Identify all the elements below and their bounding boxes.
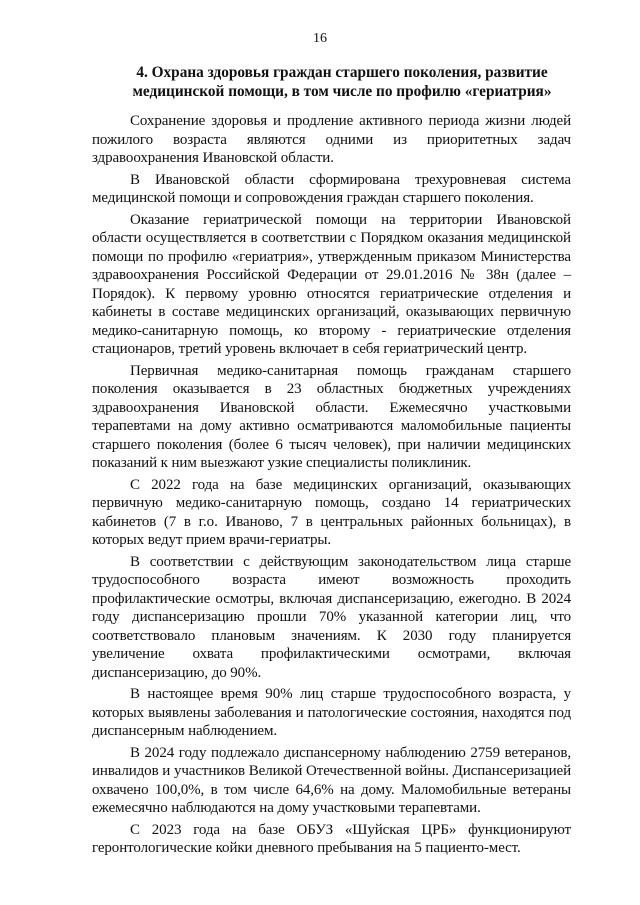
paragraph-geriatric-offices: С 2022 года на базе медицинских организаций, оказывающих первичную медико-санитарную помощь, создано 14 гериатрических кабинетов (7 в г.о. Иваново, 7 в центральных районных больницах), в которых ведут прием врачи-гериатры.: [92, 476, 571, 548]
paragraph-gerontology-beds: С 2023 года на базе ОБУЗ «Шуйская ЦРБ» функционируют геронтологические койки дневного пребывания на 5 пациенто-мест.: [92, 821, 571, 856]
paragraph-primary-care: Первичная медико-санитарная помощь гражданам старшего поколения оказывается в 23 областных бюджетных учреждениях здравоохранения Ивановской области. Ежемесячно участковыми терапевтами на дому активно осматриваются маломобильные пациенты старшего поколения (более 6 тысяч человек), при наличии медицинских показаний к ним выезжают узкие специалисты поликлиник.: [92, 362, 571, 471]
paragraph-dispensary-observation: В настоящее время 90% лиц старше трудоспособного возраста, у которых выявлены заболевания и патологические состояния, находятся под диспансерным наблюдением.: [92, 686, 571, 739]
paragraph-three-level-system: В Ивановской области сформирована трехуровневая система медицинской помощи и сопровождения граждан старшего поколения.: [92, 171, 571, 206]
page-number: 16: [313, 31, 327, 46]
paragraph-veterans: В 2024 году подлежало диспансерному наблюдению 2759 ветеранов, инвалидов и участников Великой Отечественной войны. Диспансеризацией охвачено 100,0%, в том числе 64,6% на дому. Маломобильные ветераны ежемесячно наблюдаются на дому участковыми терапевтами.: [92, 744, 571, 816]
paragraph-medical-examinations: В соответствии с действующим законодательством лица старше трудоспособного возраста имеют возможность проходить профилактические осмотры, включая диспансеризацию, ежегодно. В 2024 году диспансеризацию прошли 70% указанной категории лиц, что соответствовало плановым значениям. К 2030 году планируется увеличение охвата профилактическими осмотрами, включая диспансеризацию, до 90%.: [92, 553, 571, 681]
section-title: [112, 63, 572, 101]
paragraph-goals: Сохранение здоровья и продление активного периода жизни людей пожилого возраста являются одними из приоритетных задач здравоохранения Ивановской области.: [92, 113, 571, 166]
section-title-line-1: 4. Охрана здоровья граждан старшего поколения, развитие: [136, 64, 548, 81]
section-body: [92, 112, 571, 858]
section-title-line-2: медицинской помощи, в том числе по профилю «гериатрия»: [132, 83, 552, 100]
paragraph-geriatric-care-order: Оказание гериатрической помощи на территории Ивановской области осуществляется в соответствии с Порядком оказания медицинской помощи по профилю «гериатрия», утвержденным приказом Министерства здравоохранения Российской Федерации от 29.01.2016 № 38н (далее – Порядок). К первому уровню относятся гериатрические отделения и кабинеты в составе медицинских организаций, оказывающих первичную медико-санитарную помощь, ко второму - гериатрические отделения стационаров, третий уровень включает в себя гериатрический центр.: [92, 211, 571, 357]
